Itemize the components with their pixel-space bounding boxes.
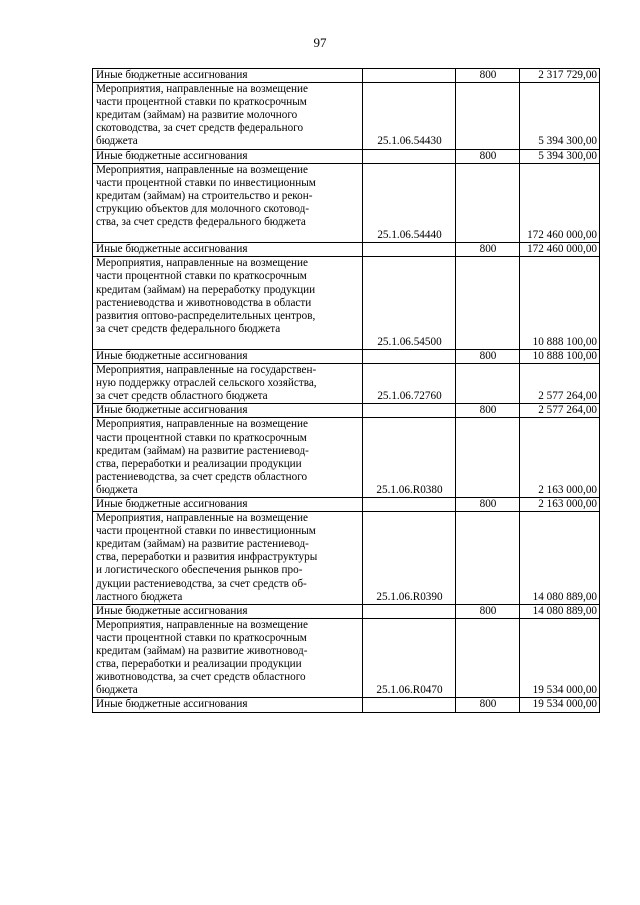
amount: 2 317 729,00 (520, 69, 600, 83)
target-article-code (363, 604, 456, 618)
target-article-code (363, 349, 456, 363)
description-line: части процентной ставки по краткосрочным (96, 96, 307, 109)
description-line: Иные бюджетные ассигнования (96, 69, 248, 81)
table-row (93, 163, 600, 243)
description-line: ства, переработки и реализации продукции (96, 658, 302, 671)
amount: 14 080 889,00 (520, 512, 600, 605)
target-article-code (363, 149, 456, 163)
expense-type-code (456, 83, 520, 149)
expense-type-code: 800 (456, 604, 520, 618)
description-line (96, 336, 360, 349)
table-row (93, 243, 600, 257)
description-line: Мероприятия, направленные на государствен- (96, 364, 317, 377)
description-line: Мероприятия, направленные на возмещение (96, 418, 308, 431)
description-line: животноводства, за счет средств областного (96, 671, 306, 684)
target-article-code (363, 698, 456, 712)
description-line: ную поддержку отраслей сельского хозяйства, (96, 377, 317, 390)
table-row (93, 364, 600, 404)
description-line: растениеводства и животноводства в области (96, 296, 312, 309)
budget-table-body (93, 69, 600, 713)
row-description (93, 69, 363, 83)
description-line: Мероприятия, направленные на возмещение (96, 512, 308, 525)
amount: 5 394 300,00 (520, 83, 600, 149)
description-line: кредитам (займам) на переработку продукции (96, 283, 316, 296)
description-line: кредитам (займам) на развитие животновод- (96, 645, 308, 658)
amount: 2 163 000,00 (520, 418, 600, 498)
description-line: скотоводства, за счет средств федерального (96, 122, 304, 135)
description-line: кредитам (займам) на развитие растениевод- (96, 444, 309, 457)
row-description (93, 364, 363, 404)
description-line: Мероприятия, направленные на возмещение (96, 618, 308, 631)
target-article-code: 25.1.06.72760 (363, 364, 456, 404)
expense-type-code (456, 512, 520, 605)
description-line: Иные бюджетные ассигнования (96, 349, 248, 362)
amount: 19 534 000,00 (520, 698, 600, 712)
description-line: дукции растениеводства, за счет средств об- (96, 577, 307, 590)
table-row (93, 257, 600, 350)
target-article-code (363, 404, 456, 418)
target-article-code: 25.1.06.54500 (363, 257, 456, 350)
description-line: струкцию объектов для молочного скотовод- (96, 202, 310, 215)
expense-type-code (456, 418, 520, 498)
description-line: Иные бюджетные ассигнования (96, 243, 248, 256)
table-row (93, 418, 600, 498)
expense-type-code: 800 (456, 349, 520, 363)
target-article-code (363, 243, 456, 257)
description-line: Иные бюджетные ассигнования (96, 604, 248, 617)
description-line: Мероприятия, направленные на возмещение (96, 257, 308, 270)
expense-type-code (456, 257, 520, 350)
amount: 10 888 100,00 (520, 349, 600, 363)
row-description (93, 243, 363, 257)
description-line: и логистического обеспечения рынков про- (96, 564, 303, 577)
target-article-code: 25.1.06.R0470 (363, 618, 456, 698)
amount: 14 080 889,00 (520, 604, 600, 618)
description-line: бюджета (96, 135, 138, 148)
table-row (93, 512, 600, 605)
description-line: за счет средств областного бюджета (96, 390, 268, 403)
description-line: части процентной ставки по краткосрочным (96, 631, 307, 644)
row-description (93, 498, 363, 512)
description-line: Иные бюджетные ассигнования (96, 698, 248, 711)
description-line: Иные бюджетные ассигнования (96, 149, 248, 162)
table-row (93, 349, 600, 363)
description-line: за счет средств федерального бюджета (96, 322, 281, 335)
row-description (93, 418, 363, 498)
table-row (93, 618, 600, 698)
description-line: ластного бюджета (96, 590, 183, 603)
row-description (93, 618, 363, 698)
amount: 10 888 100,00 (520, 257, 600, 350)
description-line: кредитам (займам) на развитие молочного (96, 109, 298, 122)
row-description (93, 404, 363, 418)
expense-type-code: 800 (456, 69, 520, 83)
description-line: кредитам (займам) на строительство и рекон- (96, 189, 313, 202)
description-line: растениеводства, за счет средств областного (96, 470, 308, 483)
table-row (93, 604, 600, 618)
row-description (93, 604, 363, 618)
amount: 2 577 264,00 (520, 364, 600, 404)
row-description (93, 83, 363, 149)
description-line: бюджета (96, 483, 138, 496)
description-line: части процентной ставки по инвестиционным (96, 176, 316, 189)
table-row (93, 404, 600, 418)
description-line: части процентной ставки по инвестиционным (96, 525, 316, 538)
amount: 172 460 000,00 (520, 163, 600, 243)
amount: 2 577 264,00 (520, 404, 600, 418)
expense-type-code: 800 (456, 149, 520, 163)
row-description (93, 512, 363, 605)
description-line: ства, за счет средств федерального бюджета (96, 216, 306, 229)
target-article-code: 25.1.06.54430 (363, 83, 456, 149)
description-line (96, 229, 360, 242)
target-article-code: 25.1.06.54440 (363, 163, 456, 243)
description-line: части процентной ставки по краткосрочным (96, 431, 307, 444)
amount: 5 394 300,00 (520, 149, 600, 163)
description-line: Иные бюджетные ассигнования (96, 498, 248, 510)
page-number: 97 (313, 35, 327, 50)
table-row (93, 69, 600, 83)
target-article-code (363, 69, 456, 83)
expense-type-code (456, 618, 520, 698)
expense-type-code: 800 (456, 698, 520, 712)
row-description (93, 349, 363, 363)
table-row (93, 698, 600, 712)
description-line: ства, переработки и развития инфраструктуры (96, 551, 318, 564)
description-line: бюджета (96, 684, 138, 697)
table-row (93, 498, 600, 512)
expense-type-code (456, 163, 520, 243)
expense-type-code: 800 (456, 498, 520, 512)
description-line: ства, переработки и реализации продукции (96, 457, 302, 470)
amount: 172 460 000,00 (520, 243, 600, 257)
table-row (93, 149, 600, 163)
description-line: Иные бюджетные ассигнования (96, 404, 248, 417)
amount: 19 534 000,00 (520, 618, 600, 698)
expense-type-code: 800 (456, 404, 520, 418)
description-line: Мероприятия, направленные на возмещение (96, 83, 308, 96)
row-description (93, 163, 363, 243)
description-line: кредитам (займам) на развитие растениевод- (96, 538, 309, 551)
expense-type-code (456, 364, 520, 404)
description-line: части процентной ставки по краткосрочным (96, 270, 307, 283)
expense-type-code: 800 (456, 243, 520, 257)
description-line: Мероприятия, направленные на возмещение (96, 163, 308, 176)
amount: 2 163 000,00 (520, 498, 600, 512)
description-line: развития оптово-распределительных центров, (96, 309, 316, 322)
target-article-code: 25.1.06.R0390 (363, 512, 456, 605)
table-row (93, 83, 600, 149)
row-description (93, 257, 363, 350)
row-description (93, 149, 363, 163)
target-article-code: 25.1.06.R0380 (363, 418, 456, 498)
row-description (93, 698, 363, 712)
budget-table (92, 68, 600, 713)
target-article-code (363, 498, 456, 512)
